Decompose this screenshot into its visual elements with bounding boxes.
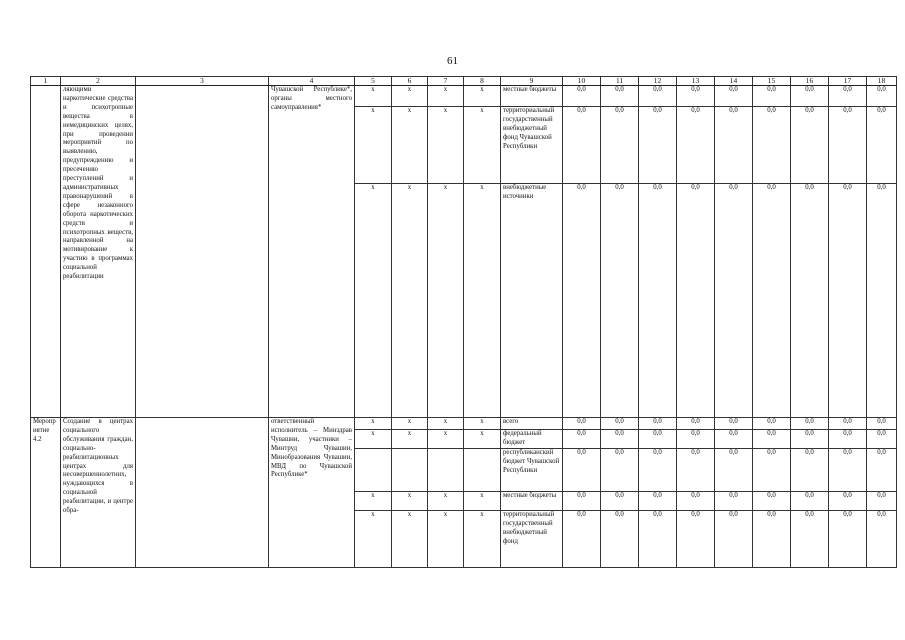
column-header: 12 [639, 77, 677, 86]
funding-value: 0,0 [601, 86, 639, 107]
budget-code: x [428, 418, 464, 430]
measure-description: Создание в центрах социального обслуживания граждан, социально-реабилитационных центрах для несовершеннолетних, нуждающихся в социальной реабилитации, и центре обра- [61, 418, 136, 568]
budget-code: x [428, 511, 464, 568]
funding-value: 0,0 [753, 86, 791, 107]
funding-value: 0,0 [867, 418, 897, 430]
budget-code [464, 449, 501, 492]
funding-value: 0,0 [791, 86, 829, 107]
funding-value: 0,0 [753, 449, 791, 492]
funding-value: 0,0 [639, 430, 677, 449]
funding-value: 0,0 [829, 107, 867, 184]
funding-value: 0,0 [791, 449, 829, 492]
funding-value: 0,0 [677, 492, 715, 511]
budget-code: x [464, 86, 501, 107]
funding-value: 0,0 [563, 184, 601, 418]
budget-code: x [464, 511, 501, 568]
funding-value: 0,0 [715, 107, 753, 184]
funding-source: внебюджетные источники [501, 184, 563, 418]
funding-value: 0,0 [829, 430, 867, 449]
funding-value: 0,0 [867, 511, 897, 568]
budget-code: x [428, 107, 464, 184]
funding-value: 0,0 [715, 511, 753, 568]
funding-value: 0,0 [677, 511, 715, 568]
page-number: 61 [447, 55, 458, 67]
measure-number [31, 86, 61, 418]
column-header: 16 [791, 77, 829, 86]
funding-value: 0,0 [829, 184, 867, 418]
funding-value: 0,0 [715, 418, 753, 430]
budget-code: x [355, 86, 392, 107]
budget-code: x [392, 184, 428, 418]
budget-code: x [392, 107, 428, 184]
funding-value: 0,0 [563, 430, 601, 449]
program-table [30, 76, 897, 568]
column-header: 15 [753, 77, 791, 86]
funding-value: 0,0 [715, 86, 753, 107]
funding-value: 0,0 [791, 492, 829, 511]
funding-source: всего [501, 418, 563, 430]
budget-code: x [464, 184, 501, 418]
funding-value: 0,0 [829, 449, 867, 492]
funding-value: 0,0 [867, 86, 897, 107]
funding-value: 0,0 [639, 492, 677, 511]
funding-value: 0,0 [639, 418, 677, 430]
column-header: 13 [677, 77, 715, 86]
funding-value: 0,0 [791, 184, 829, 418]
funding-value: 0,0 [677, 86, 715, 107]
funding-value: 0,0 [791, 430, 829, 449]
budget-code [355, 449, 392, 492]
budget-code [428, 449, 464, 492]
column-header: 10 [563, 77, 601, 86]
funding-value: 0,0 [715, 430, 753, 449]
column-header: 17 [829, 77, 867, 86]
funding-value: 0,0 [867, 430, 897, 449]
funding-value: 0,0 [563, 107, 601, 184]
funding-value: 0,0 [601, 184, 639, 418]
budget-code: x [355, 492, 392, 511]
funding-value: 0,0 [677, 418, 715, 430]
budget-code: x [428, 86, 464, 107]
funding-value: 0,0 [753, 492, 791, 511]
funding-value: 0,0 [791, 511, 829, 568]
table-row [31, 86, 897, 107]
funding-value: 0,0 [791, 107, 829, 184]
funding-value: 0,0 [753, 430, 791, 449]
responsible-executor: Чувашской Республике*, органы местного самоуправления* [269, 86, 355, 418]
funding-source: федеральный бюджет [501, 430, 563, 449]
funding-value: 0,0 [677, 184, 715, 418]
column-header: 18 [867, 77, 897, 86]
funding-value: 0,0 [753, 418, 791, 430]
budget-code: x [464, 492, 501, 511]
funding-value: 0,0 [563, 492, 601, 511]
column-header: 7 [428, 77, 464, 86]
funding-source: территориальный государственный внебюджетный фонд [501, 511, 563, 568]
funding-source: местные бюджеты [501, 86, 563, 107]
funding-value: 0,0 [639, 449, 677, 492]
funding-value: 0,0 [601, 107, 639, 184]
column-header: 8 [464, 77, 501, 86]
budget-code: x [428, 184, 464, 418]
column-header: 14 [715, 77, 753, 86]
budget-code: x [355, 107, 392, 184]
column-header: 1 [31, 77, 61, 86]
funding-value: 0,0 [601, 449, 639, 492]
funding-value: 0,0 [563, 418, 601, 430]
funding-value: 0,0 [601, 511, 639, 568]
funding-value: 0,0 [867, 449, 897, 492]
budget-code: x [355, 511, 392, 568]
funding-value: 0,0 [563, 86, 601, 107]
funding-value: 0,0 [753, 184, 791, 418]
funding-value: 0,0 [601, 430, 639, 449]
responsible-executor: ответственный исполнитель – Минздрав Чувашии, участники – Минтруд Чувашии, Минобразования Чувашии, МВД по Чувашской Республике* [269, 418, 355, 568]
budget-code: x [355, 430, 392, 449]
funding-value: 0,0 [829, 86, 867, 107]
budget-code: x [355, 418, 392, 430]
funding-value: 0,0 [639, 184, 677, 418]
funding-value: 0,0 [715, 449, 753, 492]
budget-code: x [392, 511, 428, 568]
budget-code: x [428, 492, 464, 511]
measure-description: ляющими наркотические средства и психотропные вещества в немедицинских целях, при проведении мероприятий по выявлению, предупреждению и пресечению преступлений и административных правонарушений в сфере незаконного оборота наркотических средств и психотропных веществ, направленной на мотивирование к участию в программах социальной реабилитации [61, 86, 136, 418]
funding-value: 0,0 [563, 449, 601, 492]
related-goal [136, 86, 269, 418]
table-row [31, 418, 897, 430]
budget-code: x [464, 418, 501, 430]
funding-value: 0,0 [867, 107, 897, 184]
budget-code: x [464, 430, 501, 449]
header-row [31, 77, 897, 86]
funding-value: 0,0 [677, 430, 715, 449]
funding-source: местные бюджеты [501, 492, 563, 511]
funding-value: 0,0 [639, 107, 677, 184]
funding-value: 0,0 [753, 107, 791, 184]
column-header: 6 [392, 77, 428, 86]
column-header: 4 [269, 77, 355, 86]
budget-code: x [392, 86, 428, 107]
funding-value: 0,0 [829, 418, 867, 430]
funding-value: 0,0 [829, 511, 867, 568]
funding-value: 0,0 [867, 184, 897, 418]
column-header: 3 [136, 77, 269, 86]
funding-value: 0,0 [715, 184, 753, 418]
budget-code: x [464, 107, 501, 184]
column-header: 11 [601, 77, 639, 86]
column-header: 9 [501, 77, 563, 86]
budget-code [392, 449, 428, 492]
funding-source: территориальный государственный внебюджетный фонд Чувашской Республики [501, 107, 563, 184]
funding-value: 0,0 [677, 449, 715, 492]
funding-value: 0,0 [715, 492, 753, 511]
funding-value: 0,0 [677, 107, 715, 184]
budget-code: x [392, 492, 428, 511]
funding-value: 0,0 [601, 492, 639, 511]
column-header: 5 [355, 77, 392, 86]
funding-value: 0,0 [867, 492, 897, 511]
funding-value: 0,0 [563, 511, 601, 568]
budget-code: x [392, 418, 428, 430]
budget-code: x [392, 430, 428, 449]
column-header: 2 [61, 77, 136, 86]
funding-value: 0,0 [639, 511, 677, 568]
funding-value: 0,0 [601, 418, 639, 430]
related-goal [136, 418, 269, 568]
budget-code: x [428, 430, 464, 449]
funding-value: 0,0 [639, 86, 677, 107]
budget-code: x [355, 184, 392, 418]
funding-value: 0,0 [753, 511, 791, 568]
measure-number: Мероприятие 4.2 [31, 418, 61, 568]
funding-value: 0,0 [791, 418, 829, 430]
funding-value: 0,0 [829, 492, 867, 511]
funding-source: республиканский бюджет Чувашской Республики [501, 449, 563, 492]
